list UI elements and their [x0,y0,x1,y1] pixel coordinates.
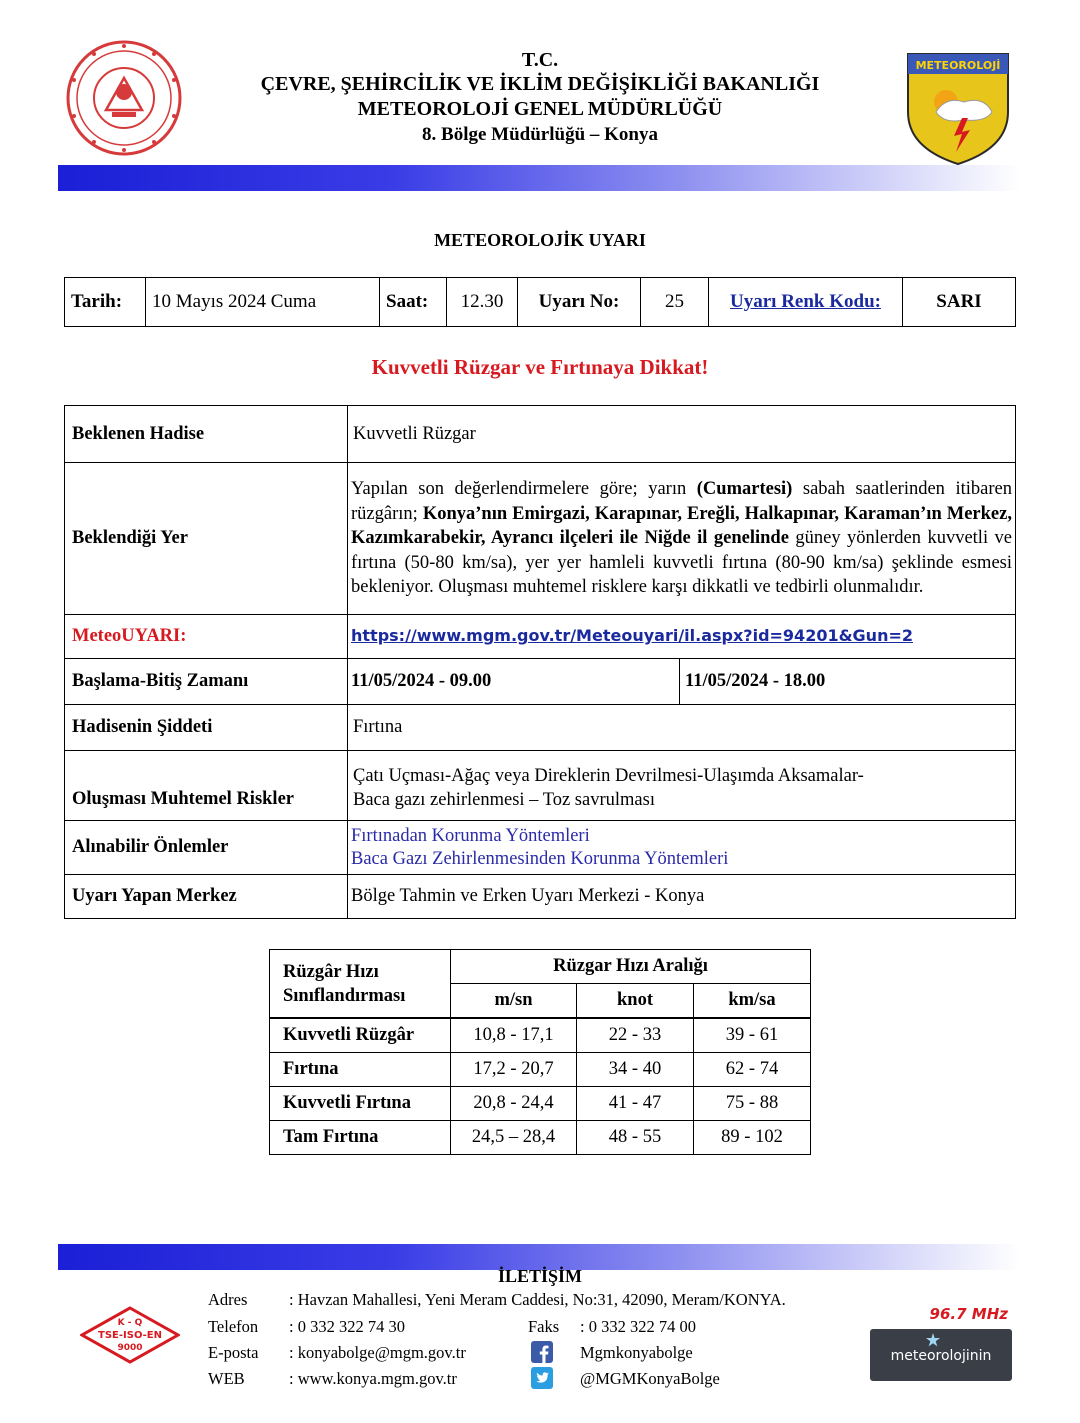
star-icon [926,1333,940,1347]
wind-ms-value: 24,5 – 28,4 [451,1121,577,1155]
meteo-logo-text: METEOROLOJİ [915,59,1001,72]
measure-link-storm[interactable]: Fırtınadan Korunma Yöntemleri [351,825,590,846]
warning-info-table [64,277,1016,327]
unit-header-kmh: km/sa [694,984,811,1019]
radio-name: meteorolojinin [890,1348,992,1364]
meteouyari-label: MeteoUYARI: [65,615,348,659]
measures-label: Alınabilir Önlemler [65,821,348,875]
warning-center-label: Uyarı Yapan Merkez [65,875,348,919]
wind-kmh-value: 89 - 102 [694,1121,811,1155]
color-code-value: SARI [903,278,1016,327]
place-text-bold-2: Konya’nın Emirgazi, Karapınar, Ereğli, Halkapınar, Karaman’ın Merkez, Kazımkarabekir, Ayrancı ilçeleri ile Niğde il genelinde [351,503,1012,549]
warning-headline: Kuvvetli Rüzgar ve Fırtınaya Dikkat! [371,355,709,379]
wind-ms-value: 20,8 - 24,4 [451,1087,577,1121]
place-text-3: güney yönlerden kuvvetli ve fırtına (50-80 km/sa), yer yer hamleli kuvvetli fırtına (80-90 km/sa) şeklinde esmesi bekleniyor. Oluşması muhtemel risklere karşı dikkatli ve tedbirli olunmalıdır. [351,528,1012,598]
wind-kmh-value: 62 - 74 [694,1053,811,1087]
warning-center-value: Bölge Tahmin ve Erken Uyarı Merkezi - Konya [348,875,1016,919]
document-title: METEOROLOJİK UYARI [434,230,646,250]
expected-place-value [348,463,1016,615]
risks-label: Oluşması Muhtemel Riskler [65,751,348,821]
severity-value: Fırtına [348,705,1016,751]
wind-knot-value: 22 - 33 [577,1018,694,1053]
measure-link-chimney-gas[interactable]: Baca Gazı Zehirlenmesinden Korunma Yöntemleri [351,848,729,869]
measures-value [348,821,1016,875]
wind-kmh-value: 75 - 88 [694,1087,811,1121]
fax-label: Faks [528,1317,560,1336]
radio-frequency: 96.7 MHz [929,1305,1008,1323]
wind-class-name: Tam Fırtına [270,1121,451,1155]
wind-knot-value: 48 - 55 [577,1121,694,1155]
time-value: 12.30 [447,278,518,327]
twitter-icon[interactable] [531,1367,553,1389]
radio-logo [870,1305,1012,1385]
warning-no-label: Uyarı No: [518,278,641,327]
web-value[interactable]: : www.konya.mgm.gov.tr [289,1369,457,1388]
color-code-link[interactable]: Uyarı Renk Kodu: [730,291,881,312]
start-time-value: 11/05/2024 - 09.00 [348,659,680,705]
risks-line-2: Baca gazı zehirlenmesi – Toz savrulması [353,789,655,810]
facebook-handle[interactable]: Mgmkonyabolge [580,1343,693,1362]
email-label: E-posta [208,1343,259,1362]
wind-class-header-line2: Sınıflandırması [283,985,406,1006]
unit-header-ms: m/sn [451,984,577,1019]
wind-kmh-value: 39 - 61 [694,1018,811,1053]
contact-title: İLETİŞİM [497,1266,583,1286]
date-label: Tarih: [65,278,146,327]
wind-range-header: Rüzgar Hızı Aralığı [451,950,811,984]
address-label: Adres [208,1290,248,1309]
wind-knot-value: 34 - 40 [577,1053,694,1087]
table-row [270,1121,811,1155]
expected-event-label: Beklenen Hadise [65,406,348,463]
email-value[interactable]: : konyabolge@mgm.gov.tr [289,1343,466,1362]
tse-line-1: K - Q [117,1318,143,1328]
meteoroloji-logo-icon [906,52,1010,166]
web-label: WEB [208,1369,245,1388]
tse-line-3: 9000 [117,1343,143,1353]
warning-no-value: 25 [641,278,709,327]
wind-class-name: Fırtına [270,1053,451,1087]
table-row [270,1018,811,1053]
time-label: Saat: [380,278,447,327]
warning-details-table [64,405,1016,919]
end-time-value: 11/05/2024 - 18.00 [680,659,1016,705]
wind-knot-value: 41 - 47 [577,1087,694,1121]
facebook-icon[interactable] [531,1341,553,1363]
table-row [270,1053,811,1087]
wind-ms-value: 17,2 - 20,7 [451,1053,577,1087]
header-tc: T.C. [521,49,559,71]
fax-value: : 0 332 322 74 00 [580,1317,696,1336]
severity-label: Hadisenin Şiddeti [65,705,348,751]
tse-iso-certificate-icon [80,1306,180,1364]
date-value: 10 Mayıs 2024 Cuma [146,278,380,327]
table-row [270,1087,811,1121]
place-text-2: sabah saatlerinden itibaren rüzgârın; [351,479,1012,524]
start-end-label: Başlama-Bitiş Zamanı [65,659,348,705]
wind-ms-value: 10,8 - 17,1 [451,1018,577,1053]
unit-header-knot: knot [577,984,694,1019]
expected-place-label: Beklendiği Yer [65,463,348,615]
address-value: : Havzan Mahallesi, Yeni Meram Caddesi, No:31, 42090, Meram/KONYA. [289,1290,786,1309]
place-text-1: Yapılan son değerlendirmelere göre; yarın [351,479,697,500]
header-ministry: ÇEVRE, ŞEHİRCİLİK VE İKLİM DEĞİŞİKLİĞİ BAKANLIĞI [260,73,820,95]
tse-line-2: TSE-ISO-EN [98,1330,162,1341]
header-region: 8. Bölge Müdürlüğü – Konya [422,124,658,145]
color-code-cell [709,278,903,327]
wind-class-header-line1: Rüzgâr Hızı [283,961,379,982]
risks-value [348,751,1016,821]
header-divider-bar [58,165,1020,191]
place-text-bold-1: (Cumartesi) [696,479,793,500]
wind-speed-table [269,949,811,1155]
wind-class-name: Kuvvetli Rüzgâr [270,1018,451,1053]
phone-value: : 0 332 322 74 30 [289,1317,405,1336]
wind-class-header [270,950,451,1019]
expected-event-value: Kuvvetli Rüzgar [348,406,1016,463]
header-directorate: METEOROLOJİ GENEL MÜDÜRLÜĞÜ [357,98,723,120]
twitter-handle[interactable]: @MGMKonyaBolge [580,1369,720,1388]
phone-label: Telefon [208,1317,259,1336]
wind-class-name: Kuvvetli Fırtına [270,1087,451,1121]
risks-line-1: Çatı Uçması-Ağaç veya Direklerin Devrilmesi-Ulaşımda Aksamalar- [353,765,864,786]
meteouyari-link[interactable]: https://www.mgm.gov.tr/Meteouyari/il.aspx?id=94201&Gun=2 [351,626,913,645]
